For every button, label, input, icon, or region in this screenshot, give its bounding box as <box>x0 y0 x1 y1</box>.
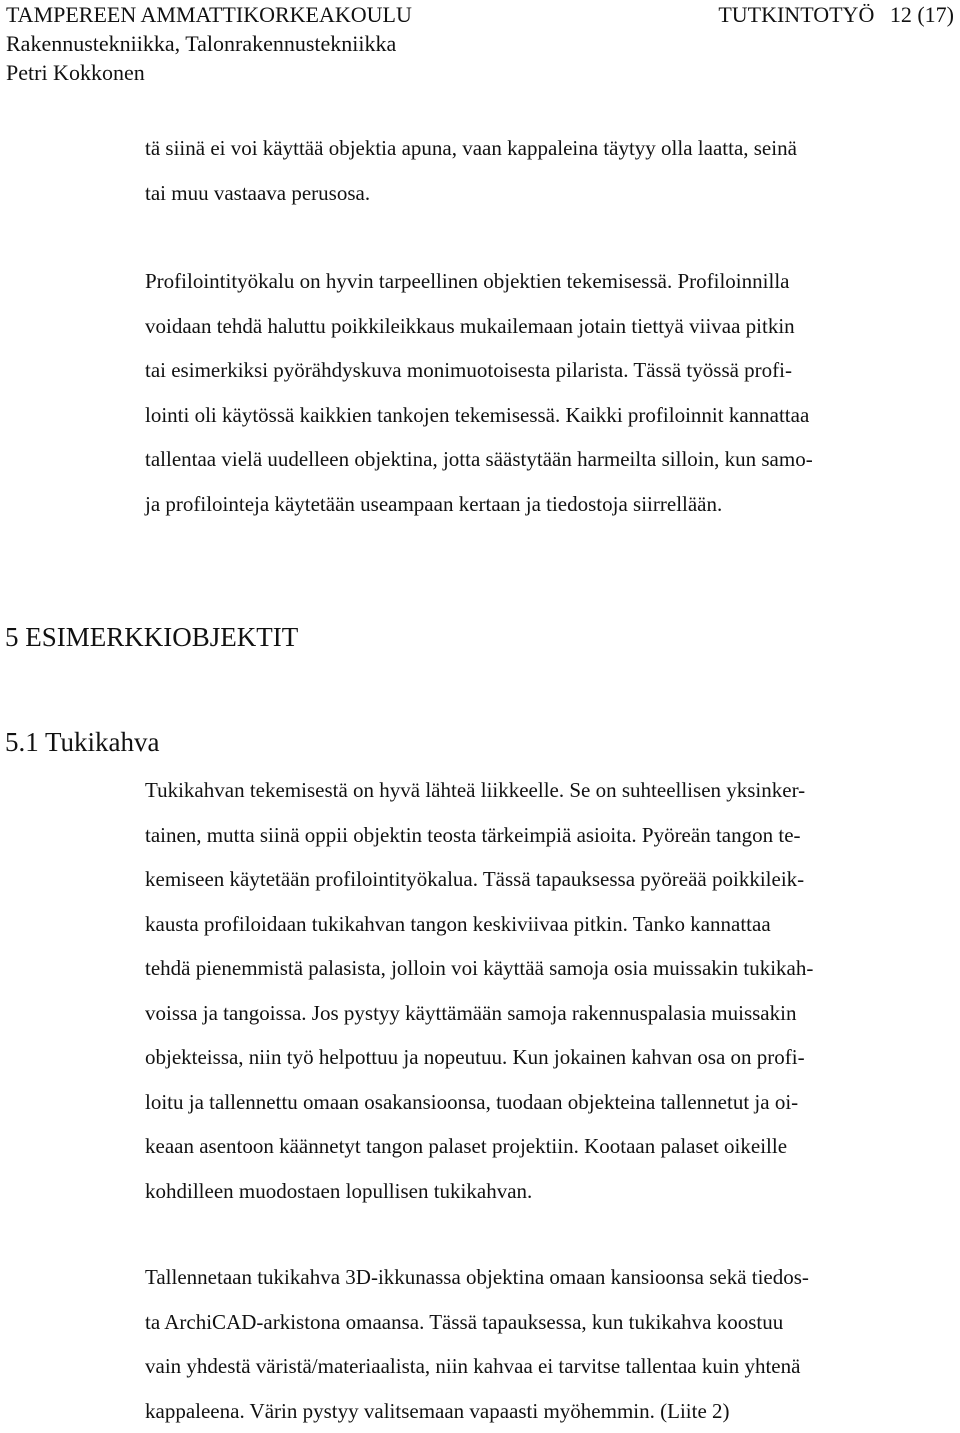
text-line: keaan asentoon käännetyt tangon palaset projektiin. Kootaan palaset oikeille <box>145 1124 955 1169</box>
paragraph-1 <box>145 126 955 215</box>
text-line: ja profilointeja käytetään useampaan kertaan ja tiedostoja siirrellään. <box>145 482 955 527</box>
text-line: kappaleena. Värin pystyy valitsemaan vapaasti myöhemmin. (Liite 2) <box>145 1389 955 1433</box>
text-line: loitu ja tallennettu omaan osakansioonsa, tuodaan objekteina tallennetut ja oi- <box>145 1080 955 1125</box>
header-row-top <box>6 0 954 29</box>
header-right <box>718 0 954 29</box>
text-line: lointi oli käytössä kaikkien tankojen tekemisessä. Kaikki profiloinnit kannattaa <box>145 393 955 438</box>
text-line: tehdä pienemmistä palasista, jolloin voi käyttää samoja osia muissakin tukikah- <box>145 946 955 991</box>
text-line: kemiseen käytetään profilointityökalua. Tässä tapauksessa pyöreää poikkileik- <box>145 857 955 902</box>
text-line: tai esimerkiksi pyörähdyskuva monimuotoisesta pilarista. Tässä työssä profi- <box>145 348 955 393</box>
text-line: tai muu vastaava perusosa. <box>145 171 955 216</box>
text-line: vain yhdestä väristä/materiaalista, niin kahvaa ei tarvitse tallentaa kuin yhtenä <box>145 1344 955 1389</box>
department-line: Rakennustekniikka, Talonrakennustekniikka <box>6 29 954 58</box>
subsection-heading: 5.1 Tukikahva <box>5 725 160 759</box>
text-line: tä siinä ei voi käyttää objektia apuna, vaan kappaleina täytyy olla laatta, seinä <box>145 126 955 171</box>
text-line: Tallennetaan tukikahva 3D-ikkunassa objektina omaan kansioonsa sekä tiedos- <box>145 1255 955 1300</box>
document-type: TUTKINTOTYÖ <box>718 2 874 27</box>
text-line: tainen, mutta siinä oppii objektin teosta tärkeimpiä asioita. Pyöreän tangon te- <box>145 813 955 858</box>
text-line: voissa ja tangoissa. Jos pystyy käyttämään samoja rakennuspalasia muissakin <box>145 991 955 1036</box>
text-line: objekteissa, niin työ helpottuu ja nopeutuu. Kun jokainen kahvan osa on profi- <box>145 1035 955 1080</box>
page-header <box>6 0 954 87</box>
section-heading: 5 ESIMERKKIOBJEKTIT <box>5 620 298 654</box>
author-line: Petri Kokkonen <box>6 58 954 87</box>
paragraph-4 <box>145 1255 955 1433</box>
text-line: Tukikahvan tekemisestä on hyvä lähteä liikkeelle. Se on suhteellisen yksinker- <box>145 768 955 813</box>
text-line: tallentaa vielä uudelleen objektina, jotta säästytään harmeilta silloin, kun samo- <box>145 437 955 482</box>
page-number: 12 (17) <box>890 2 954 27</box>
text-line: kohdilleen muodostaen lopullisen tukikahvan. <box>145 1169 955 1214</box>
text-line: voidaan tehdä haluttu poikkileikkaus mukailemaan jotain tiettyä viivaa pitkin <box>145 304 955 349</box>
paragraph-2 <box>145 259 955 526</box>
paragraph-3 <box>145 768 955 1213</box>
text-line: Profilointityökalu on hyvin tarpeellinen objektien tekemisessä. Profiloinnilla <box>145 259 955 304</box>
text-line: ta ArchiCAD-arkistona omaansa. Tässä tapauksessa, kun tukikahva koostuu <box>145 1300 955 1345</box>
text-line: kausta profiloidaan tukikahvan tangon keskiviivaa pitkin. Tanko kannattaa <box>145 902 955 947</box>
school-name: TAMPEREEN AMMATTIKORKEAKOULU <box>6 0 412 29</box>
